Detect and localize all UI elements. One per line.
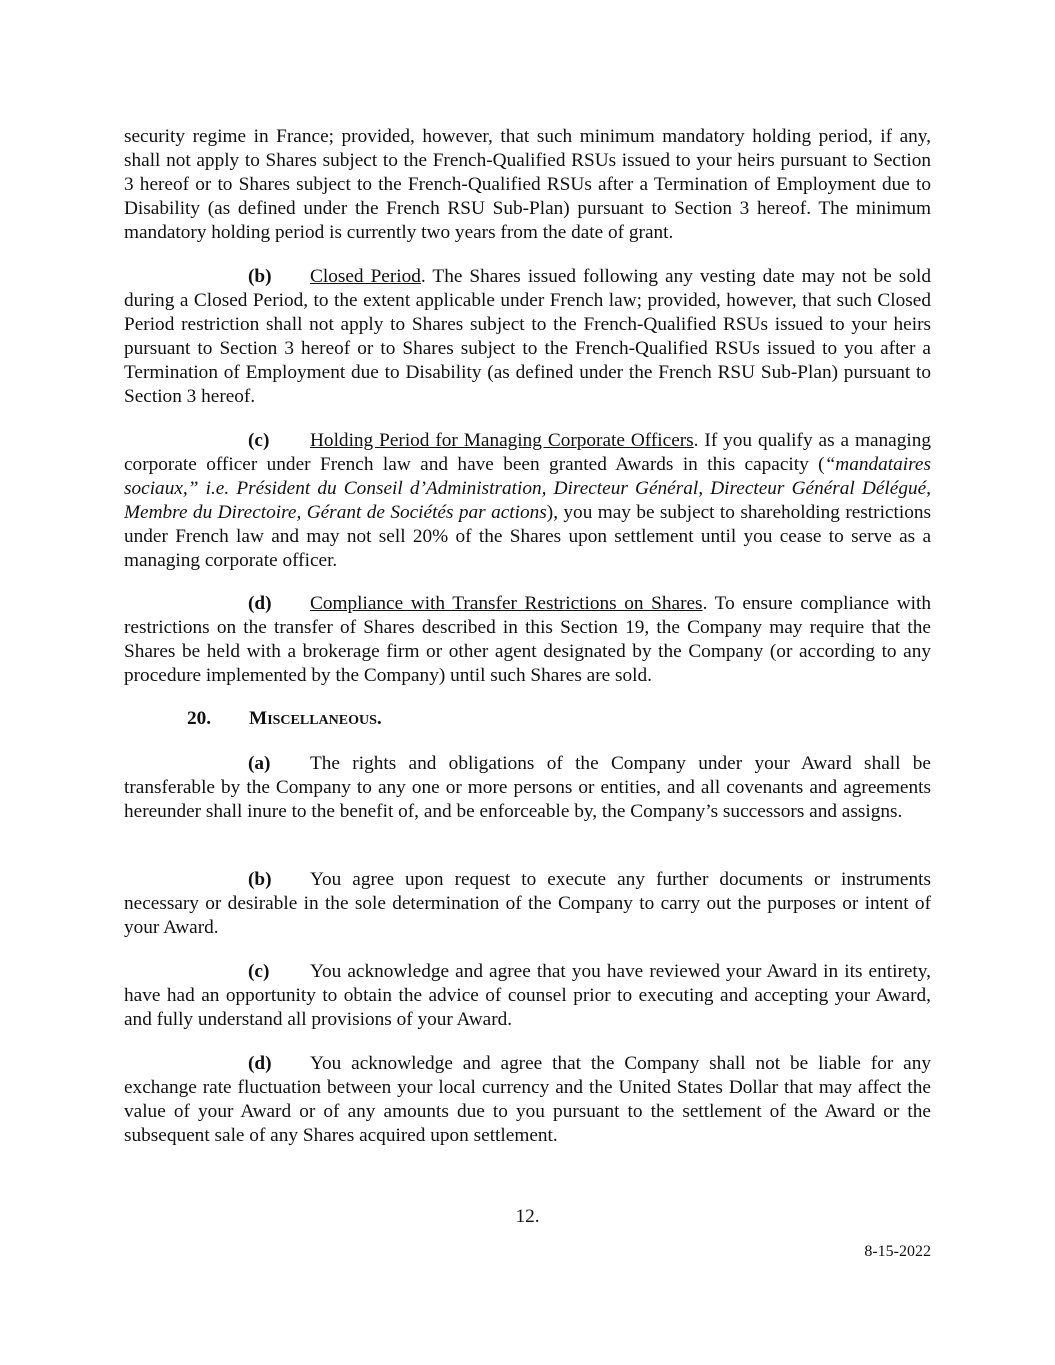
item-label: (a) [248,753,271,774]
section-heading-title: Miscellaneous. [249,708,382,729]
paragraph-20d: (d) You acknowledge and agree that the Company shall not be liable for any exchange rate fluctuation between your local currency and the United States Dollar that may affect the value of your Award or of any amounts due to you pursuant to the settlement of the Award or the subsequent sale of any Shares acquired upon settlement. [124,1053,931,1146]
paragraph-20a: (a) The rights and obligations of the Company under your Award shall be transferable by the Company to any one or more persons or entities, and all covenants and agreements hereunder shall inure to the benefit of, and be enforceable by, the Company’s successors and assigns. [124,753,931,822]
paragraph-19d-transfer-restrictions: (d) Compliance with Transfer Restrictions on Shares. To ensure compliance with restrictions on the transfer of Shares described in this Section 19, the Company may require that the Shares be held with a brokerage firm or other agent designated by the Company (or according to any procedure implemented by the Company) until such Shares are sold. [124,593,931,686]
item-label: (b) [248,266,272,287]
paragraph-20b: (b) You agree upon request to execute any further documents or instruments necessary or desirable in the sole determination of the Company to carry out the purposes or intent of your Award. [124,869,931,938]
section-title: Closed Period [310,266,421,287]
item-label: (d) [248,1053,272,1074]
item-label: (d) [248,593,272,614]
paragraph-19c-managing-officers: (c) Holding Period for Managing Corporate Officers. If you qualify as a managing corporate officer under French law and have been granted Awards in this capacity (“mandataires sociaux,” i.e. Président du Conseil d’Administration, Directeur Général, Directeur Général Délégué, Membre du Directoire, Gérant de Sociétés par actions), you may be subject to shareholding restrictions under French law and may not sell 20% of the Shares upon settlement until you cease to serve as a managing corporate officer. [124,430,931,571]
page-number: 12. [515,1206,540,1227]
paragraph-20c: (c) You acknowledge and agree that you have reviewed your Award in its entirety, have had an opportunity to obtain the advice of counsel prior to executing and accepting your Award, and fully understand all provisions of your Award. [124,961,931,1030]
section-20-heading: 20. Miscellaneous. [187,708,382,729]
item-label: (b) [248,869,272,890]
italic-french-titles: “mandataires sociaux,” i.e. Président du Conseil d’Administration, Directeur Général, Directeur Général Délégué, Membre du Directoire, Gérant de Sociétés par actions [124,454,931,523]
section-title: Holding Period for Managing Corporate Officers [310,430,694,451]
section-title: Compliance with Transfer Restrictions on Shares [310,593,703,614]
paragraph-holding-period-continued: security regime in France; provided, however, that such minimum mandatory holding period, if any, shall not apply to Shares subject to the French-Qualified RSUs issued to your heirs pursuant to Section 3 hereof or to Shares subject to the French-Qualified RSUs after a Termination of Employment due to Disability (as defined under the French RSU Sub-Plan) pursuant to Section 3 hereof. The minimum mandatory holding period is currently two years from the date of grant. [124,126,931,243]
paragraph-19b-closed-period: (b) Closed Period. The Shares issued following any vesting date may not be sold during a Closed Period, to the extent applicable under French law; provided, however, that such Closed Period restriction shall not apply to Shares subject to the French-Qualified RSUs issued to your heirs pursuant to Section 3 hereof or to Shares subject to the French-Qualified RSUs issued to you after a Termination of Employment due to Disability (as defined under the French RSU Sub-Plan) pursuant to Section 3 hereof. [124,266,931,407]
footer-date: 8-15-2022 [864,1243,931,1260]
item-label: (c) [248,961,270,982]
item-label: (c) [248,430,270,451]
